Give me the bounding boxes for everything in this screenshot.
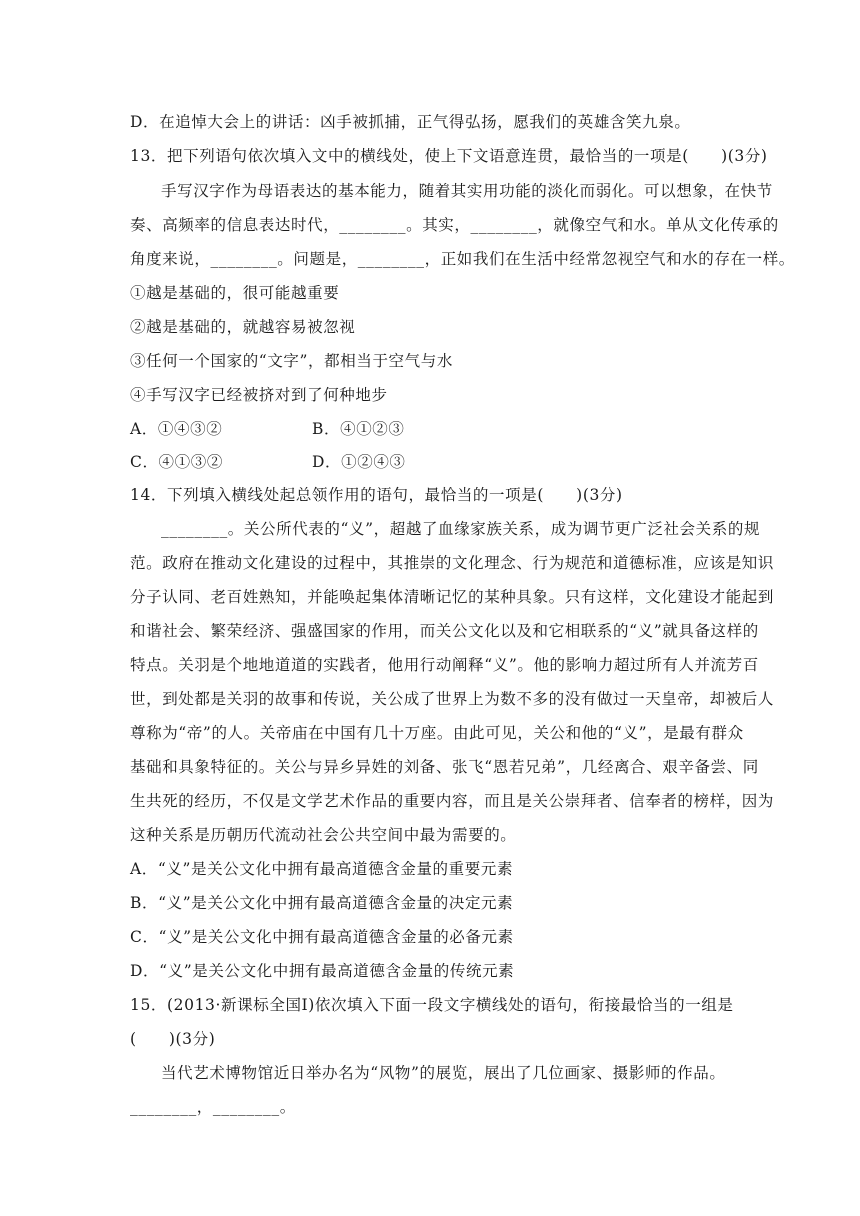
q14-option-c: C．“义”是关公文化中拥有最高道德含金量的必备元素 [130, 928, 514, 946]
q13-passage-line: 手写汉字作为母语表达的基本能力，随着其实用功能的淡化而弱化。可以想象，在快节 [161, 182, 773, 200]
q14-option-d: D．“义”是关公文化中拥有最高道德含金量的传统元素 [130, 962, 515, 980]
q14-passage-line: 基础和具象特征的。关公与异乡异姓的刘备、张飞“恩若兄弟”，几经离合、艰辛备尝、同 [130, 758, 759, 776]
q14-passage-line: 生共死的经历，不仅是文学艺术作品的重要内容，而且是关公崇拜者、信奉者的榜样，因为 [130, 792, 775, 810]
q13-option-c: C．④①③② [130, 453, 223, 471]
q15-blanks: ________，________。 [130, 1098, 296, 1116]
q14-passage-line: 分子认同、老百姓熟知，并能唤起集体清晰记忆的某种具象。只有这样，文化建设才能起到 [130, 588, 775, 606]
q13-option-a: A．①④③② [130, 420, 223, 438]
q14-stem: 14．下列填入横线处起总领作用的语句，最恰当的一项是( )(3分) [130, 486, 623, 504]
q14-passage-line: 世，到处都是关羽的故事和传说，关公成了世界上为数不多的没有做过一天皇帝，却被后人 [130, 690, 775, 708]
q13-passage-line: 奏、高频率的信息表达时代，________。其实，________，就像空气和水。单从文化传承的 [130, 216, 779, 234]
q15-stem-continued: ( )(3分) [130, 1030, 216, 1048]
q13-option-d: D．①②④③ [312, 453, 406, 471]
q15-stem: 15．(2013·新课标全国Ⅰ)依次填入下面一段文字横线处的语句，衔接最恰当的一组是 [130, 996, 734, 1014]
q13-item-1: ①越是基础的，很可能越重要 [130, 284, 340, 302]
q13-options-row-1 [130, 418, 750, 440]
q14-passage-line: 范。政府在推动文化建设的过程中，其推崇的文化理念、行为规范和道德标准，应该是知识 [130, 554, 775, 572]
q14-passage-line: 特点。关羽是个地地道道的实践者，他用行动阐释“义”。他的影响力超过所有人并流芳百 [130, 656, 759, 674]
q14-passage-line: ________。关公所代表的“义”，超越了血缘家族关系，成为调节更广泛社会关系的规 [161, 520, 761, 538]
q14-passage-line: 和谐社会、繁荣经济、强盛国家的作用，而关公文化以及和它相联系的“义”就具备这样的 [130, 622, 759, 640]
q14-passage-line: 尊称为“帝”的人。关帝庙在中国有几十万座。由此可见，关公和他的“义”，是最有群众 [130, 724, 744, 742]
q13-item-2: ②越是基础的，就越容易被忽视 [130, 318, 356, 336]
q12-option-d: D．在追悼大会上的讲话：凶手被抓捕，正气得弘扬，愿我们的英雄含笑九泉。 [130, 113, 691, 131]
q14-option-a: A．“义”是关公文化中拥有最高道德含金量的重要元素 [130, 860, 514, 878]
q14-option-b: B．“义”是关公文化中拥有最高道德含金量的决定元素 [130, 894, 514, 912]
q15-passage-line: 当代艺术博物馆近日举办名为“风物”的展览，展出了几位画家、摄影师的作品。 [161, 1064, 726, 1082]
q13-item-4: ④手写汉字已经被挤对到了何种地步 [130, 386, 388, 404]
q13-option-b: B．④①②③ [312, 420, 405, 438]
q14-passage-line: 这种关系是历朝历代流动社会公共空间中最为需要的。 [130, 826, 517, 844]
q13-passage-line: 角度来说，________。问题是，________，正如我们在生活中经常忽视空气和水的存在一样。 [130, 250, 795, 268]
q13-options-row-2 [130, 451, 750, 473]
q13-stem: 13．把下列语句依次填入文中的横线处，使上下文语意连贯，最恰当的一项是( )(3分) [130, 147, 768, 165]
q13-item-3: ③任何一个国家的“文字”，都相当于空气与水 [130, 352, 453, 370]
